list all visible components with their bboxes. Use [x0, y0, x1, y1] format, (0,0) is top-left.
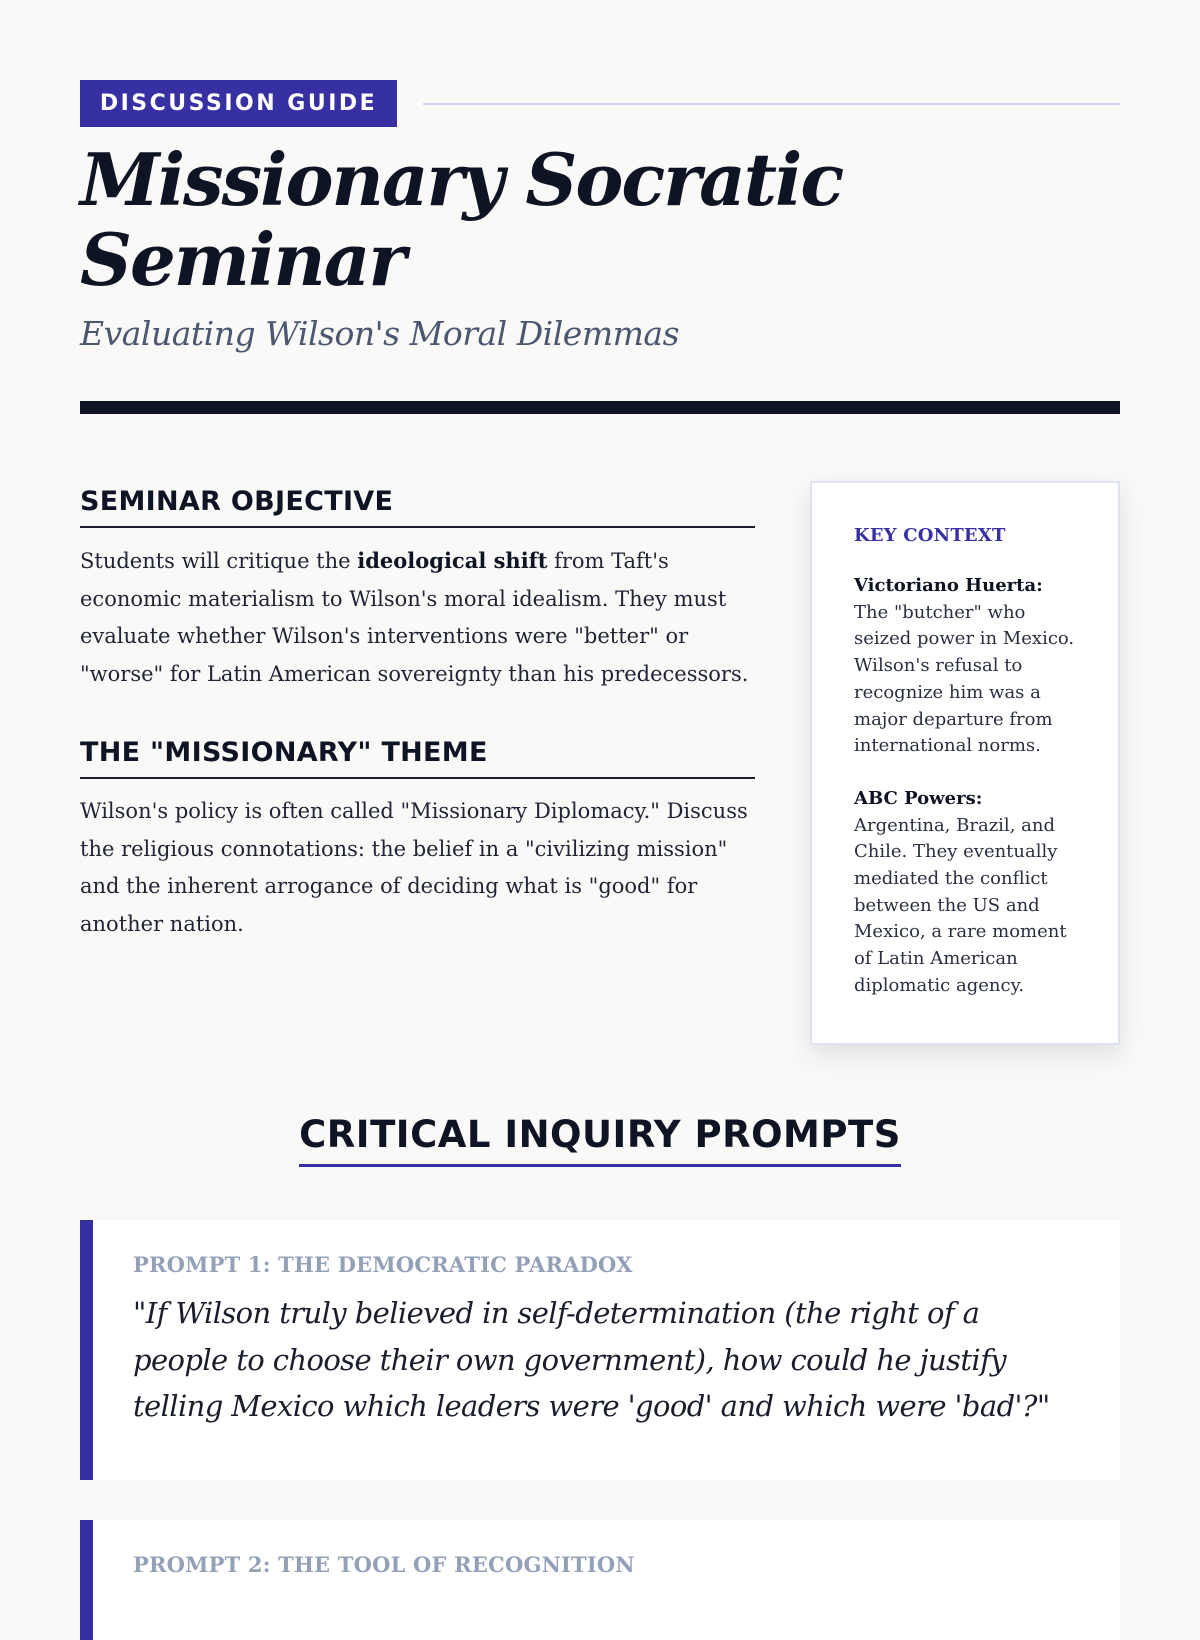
header-divider: [423, 103, 1120, 105]
key-context-title: KEY CONTEXT: [854, 525, 1006, 546]
page-subtitle: Evaluating Wilson's Moral Dilemmas: [80, 314, 680, 353]
main-column: [80, 484, 755, 943]
key-context-entry-abc: [854, 786, 1078, 1000]
missionary-theme-body: Wilson's policy is often called "Missionary Diplomacy." Discuss the religious connotations: the belief in a "civilizing mission" and the inherent arrogance of deciding what is "good" for another nation.: [80, 799, 748, 936]
critical-inquiry-heading: CRITICAL INQUIRY PROMPTS: [299, 1112, 901, 1167]
prompt-label: PROMPT 2: THE TOOL OF RECOGNITION: [133, 1552, 635, 1577]
prompts-heading-wrap: [80, 1112, 1120, 1167]
seminar-objective-heading: SEMINAR OBJECTIVE: [80, 484, 755, 528]
page-title: Missionary Socratic Seminar: [80, 137, 843, 302]
key-context-text: The "butcher" who seized power in Mexico. Wilson's refusal to recognize him was a major departure from international norms.: [854, 601, 1075, 757]
missionary-theme-heading: THE "MISSIONARY" THEME: [80, 735, 755, 779]
objective-emphasis: ideological shift: [357, 548, 548, 573]
key-context-panel: [810, 481, 1120, 1045]
prompt-card-2: [80, 1520, 1120, 1640]
missionary-theme-section: [80, 735, 755, 943]
header-row: [80, 80, 1120, 127]
discussion-guide-page: [80, 0, 1120, 1600]
objective-text-start: Students will critique the: [80, 549, 358, 573]
key-context-entry-huerta: [854, 573, 1078, 760]
key-context-term: ABC Powers:: [854, 787, 983, 809]
prompt-quote: "If Wilson truly believed in self-determination (the right of a people to choose their own government), how could he justify telling Mexico which leaders were 'good' and which were 'bad'?": [133, 1296, 1050, 1423]
seminar-objective-body: [80, 542, 755, 693]
title-divider: [80, 401, 1120, 414]
objective-text-end: from Taft's economic materialism to Wilson's moral idealism. They must evaluate whether Wilson's interventions were "better" or "worse" for Latin American sovereignty than his predecessors.: [80, 549, 749, 686]
prompt-label: PROMPT 1: THE DEMOCRATIC PARADOX: [133, 1252, 633, 1277]
prompt-card-1: [80, 1220, 1120, 1480]
discussion-guide-badge: DISCUSSION GUIDE: [80, 80, 397, 127]
key-context-term: Victoriano Huerta:: [854, 575, 1043, 596]
seminar-objective-section: [80, 484, 755, 693]
key-context-text: Argentina, Brazil, and Chile. They eventually mediated the conflict between the US and Mexico, a rare moment of Latin American diplomatic agency.: [854, 814, 1067, 996]
